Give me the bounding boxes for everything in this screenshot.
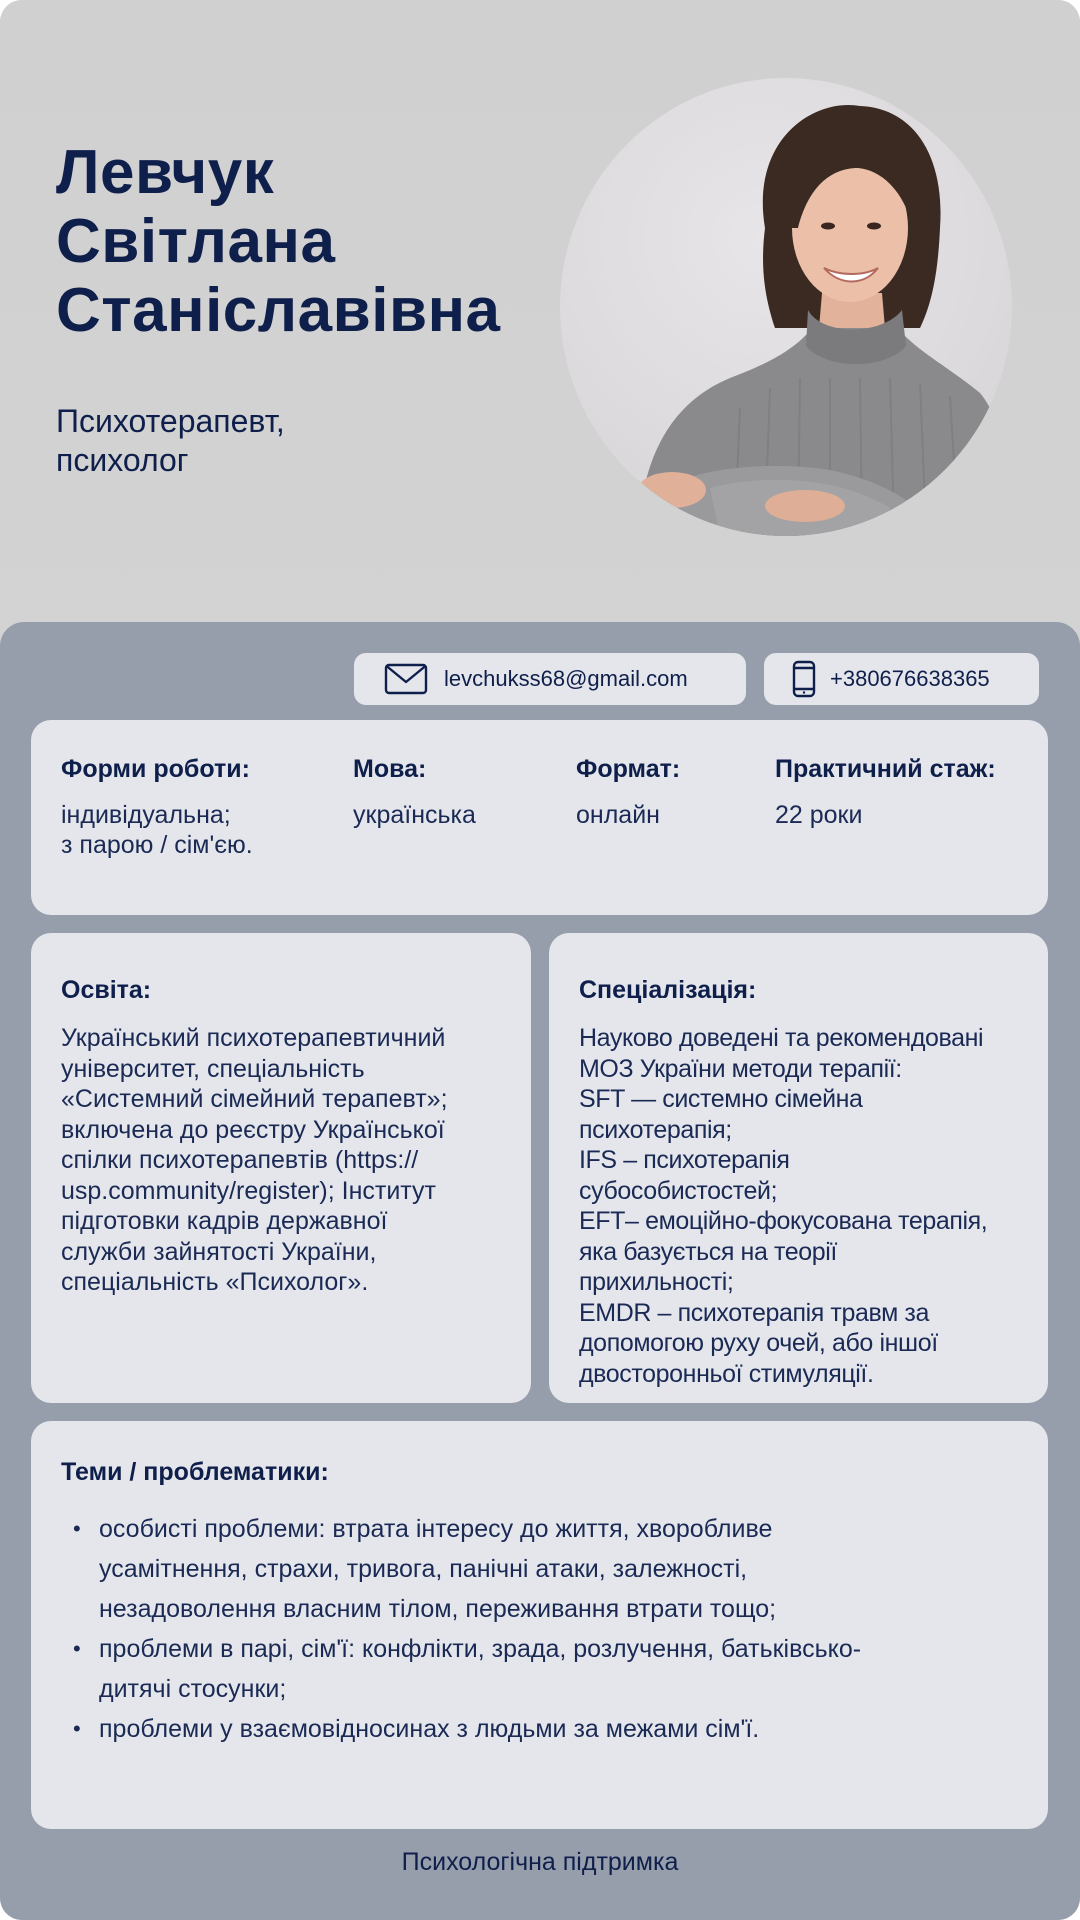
format-column bbox=[576, 754, 736, 830]
envelope-icon bbox=[384, 663, 428, 695]
value-line: з парою / сім'єю. bbox=[61, 831, 253, 859]
list-item bbox=[61, 1509, 1001, 1629]
text-line: • проблеми у взаємовідносинах з людьми за межами сім'ї. bbox=[99, 1715, 760, 1743]
education-card bbox=[31, 933, 531, 1403]
text-line: психотерапія; bbox=[579, 1115, 732, 1144]
experience-column bbox=[775, 754, 1037, 830]
list-item bbox=[61, 1629, 1001, 1709]
name-line: Левчук bbox=[56, 138, 275, 207]
hero-section bbox=[0, 0, 1080, 640]
language-heading: Мова: bbox=[353, 755, 427, 783]
email-chip[interactable] bbox=[354, 653, 746, 705]
text-line: субособистостей; bbox=[579, 1176, 778, 1205]
topics-card bbox=[31, 1421, 1048, 1829]
text-line: usp.community/register); Інститут bbox=[61, 1176, 436, 1205]
profile-role bbox=[56, 402, 386, 480]
footer-text: Психологічна підтримка bbox=[401, 1848, 679, 1876]
text-line: Науково доведені та рекомендовані bbox=[579, 1024, 984, 1052]
topics-list bbox=[61, 1509, 1001, 1749]
text-line: служби зайнятості України, bbox=[61, 1237, 377, 1266]
text-line: незадоволення власним тілом, переживання втрати тощо; bbox=[99, 1595, 777, 1623]
work-forms-heading: Форми роботи: bbox=[61, 755, 250, 783]
text-line: EMDR – психотерапія травм за bbox=[579, 1298, 929, 1327]
text-line: усамітнення, страхи, тривога, панічні атаки, залежності, bbox=[99, 1555, 748, 1583]
profile-name bbox=[56, 138, 526, 345]
name-line: Світлана bbox=[56, 207, 336, 276]
phone-text[interactable]: +380676638365 bbox=[830, 666, 990, 691]
specialization-text bbox=[579, 1023, 1024, 1389]
text-line: EFT– емоційно-фокусована терапія, bbox=[579, 1207, 988, 1235]
format-heading: Формат: bbox=[576, 755, 681, 783]
name-line: Станіславівна bbox=[56, 276, 501, 345]
text-line: • особисті проблеми: втрата інтересу до життя, хворобливе bbox=[99, 1515, 773, 1543]
email-text[interactable]: levchukss68@gmail.com bbox=[444, 666, 688, 691]
experience-heading: Практичний стаж: bbox=[775, 755, 996, 783]
profile-photo bbox=[560, 78, 1012, 536]
text-line: Український психотерапевтичний bbox=[61, 1024, 446, 1052]
list-item bbox=[61, 1709, 1001, 1749]
education-text bbox=[61, 1023, 511, 1298]
text-line: «Системний сімейний терапевт»; bbox=[61, 1085, 448, 1113]
format-value: онлайн bbox=[576, 801, 660, 829]
text-line: спілки психотерапевтів (https:// bbox=[61, 1146, 419, 1174]
smartphone-icon bbox=[792, 660, 816, 698]
value-line: індивідуальна; bbox=[61, 801, 231, 829]
text-line: підготовки кадрів державної bbox=[61, 1207, 388, 1235]
text-line: яка базується на теорії bbox=[579, 1237, 837, 1266]
language-column bbox=[353, 754, 533, 830]
topics-heading: Теми / проблематики: bbox=[61, 1458, 329, 1486]
experience-value: 22 роки bbox=[775, 801, 863, 829]
work-forms-value bbox=[61, 800, 321, 860]
text-line: допомогою руху очей, або іншої bbox=[579, 1329, 938, 1357]
text-line: дитячі стосунки; bbox=[99, 1675, 287, 1703]
specialization-card bbox=[549, 933, 1048, 1403]
education-heading: Освіта: bbox=[61, 976, 152, 1004]
role-line: Психотерапевт, bbox=[56, 403, 285, 439]
work-forms-column bbox=[61, 754, 321, 860]
text-line: прихильності; bbox=[579, 1268, 734, 1296]
text-line: IFS – психотерапія bbox=[579, 1146, 790, 1174]
text-line: включена до реєстру Української bbox=[61, 1115, 445, 1144]
work-info-card bbox=[31, 720, 1048, 915]
text-line: МОЗ України методи терапії: bbox=[579, 1054, 902, 1083]
text-line: SFT — системно сімейна bbox=[579, 1085, 863, 1113]
text-line: двосторонньої стимуляції. bbox=[579, 1359, 874, 1388]
phone-chip[interactable] bbox=[764, 653, 1039, 705]
language-value: українська bbox=[353, 801, 476, 829]
specialization-heading: Спеціалізація: bbox=[579, 976, 757, 1004]
text-line: спеціальність «Психолог». bbox=[61, 1268, 369, 1296]
role-line: психолог bbox=[56, 442, 189, 478]
text-line: університет, спеціальність bbox=[61, 1054, 365, 1083]
text-line: • проблеми в парі, сім'ї: конфлікти, зрада, розлучення, батьківсько- bbox=[99, 1635, 862, 1663]
